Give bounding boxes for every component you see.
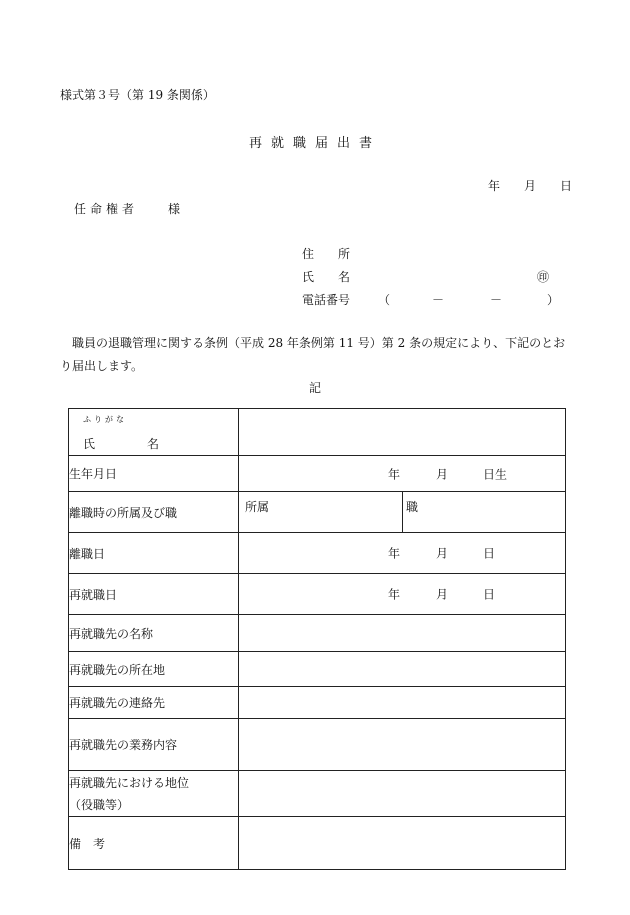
table-row: [69, 574, 566, 615]
employer-name-label: 再就職先の名称: [69, 615, 239, 652]
table-row: [69, 771, 566, 817]
report-table: [68, 408, 566, 870]
job-content-cell[interactable]: [239, 719, 566, 771]
phone-open-paren: （: [378, 293, 391, 307]
reemployment-date-label: 再就職日: [69, 574, 239, 615]
reemployment-date-cell[interactable]: [239, 574, 566, 615]
month-label: 月: [436, 587, 449, 602]
employer-location-label: 再就職先の所在地: [69, 652, 239, 687]
table-row: [69, 409, 566, 456]
date-day-label: 日: [560, 179, 573, 193]
day-label: 日生: [483, 467, 508, 481]
form-number: 様式第３号（第 19 条関係）: [60, 88, 215, 102]
table-row: [69, 615, 566, 652]
furigana-label: ふりがな: [83, 415, 127, 424]
phone-dash: －: [432, 293, 445, 307]
table-row: [69, 652, 566, 687]
affiliation-label: 所属: [245, 500, 270, 514]
seal-mark: ㊞: [537, 270, 550, 284]
name-label: 氏 名: [83, 437, 180, 451]
table-row: [69, 687, 566, 719]
document-title: 再就職届出書: [248, 136, 381, 151]
address-label: 住 所: [302, 247, 351, 261]
employer-location-cell[interactable]: [239, 652, 566, 687]
remarks-label: 備 考: [69, 817, 239, 870]
year-label: 年: [388, 587, 401, 602]
position-at-retirement-label: 離職時の所属及び職: [69, 492, 239, 533]
position-label-line2: （役職等）: [69, 797, 130, 812]
body-paragraph: 職員の退職管理に関する条例（平成 28 年条例第 11 号）第 2 条の規定により、下記のとおり届出します。: [60, 336, 566, 373]
month-label: 月: [436, 467, 449, 481]
ki-heading: 記: [308, 381, 321, 395]
table-row: [69, 817, 566, 870]
day-label: 日: [483, 587, 496, 602]
remarks-cell[interactable]: [239, 817, 566, 870]
name-label-cell: [69, 409, 239, 456]
cell-divider: [402, 492, 403, 532]
position-cell[interactable]: [239, 771, 566, 817]
retirement-date-cell[interactable]: [239, 533, 566, 574]
position-label: [69, 771, 239, 817]
year-label: 年: [388, 467, 401, 481]
birthdate-label: 生年月日: [69, 456, 239, 492]
name-input-cell[interactable]: [239, 409, 566, 456]
date-year-label: 年: [488, 179, 501, 193]
phone-close-paren: ）: [547, 293, 560, 307]
date-month-label: 月: [524, 179, 537, 193]
phone-dash: －: [490, 293, 503, 307]
employer-name-cell[interactable]: [239, 615, 566, 652]
employer-contact-label: 再就職先の連絡先: [69, 687, 239, 719]
table-row: [69, 719, 566, 771]
post-label: 職: [406, 500, 419, 514]
year-label: 年: [388, 546, 401, 561]
name-label: 氏 名: [302, 270, 351, 284]
addressee-honorific: 様: [168, 202, 181, 216]
table-row: [69, 456, 566, 492]
table-row: [69, 533, 566, 574]
position-at-retirement-cell[interactable]: [239, 492, 566, 533]
month-label: 月: [436, 546, 449, 561]
position-label-line1: 再就職先における地位: [69, 775, 190, 790]
table-row: [69, 492, 566, 533]
birthdate-input-cell[interactable]: [239, 456, 566, 492]
addressee-name: 任命権者: [74, 202, 139, 216]
employer-contact-cell[interactable]: [239, 687, 566, 719]
job-content-label: 再就職先の業務内容: [69, 719, 239, 771]
day-label: 日: [483, 546, 496, 561]
retirement-date-label: 離職日: [69, 533, 239, 574]
phone-label: 電話番号: [302, 293, 351, 307]
